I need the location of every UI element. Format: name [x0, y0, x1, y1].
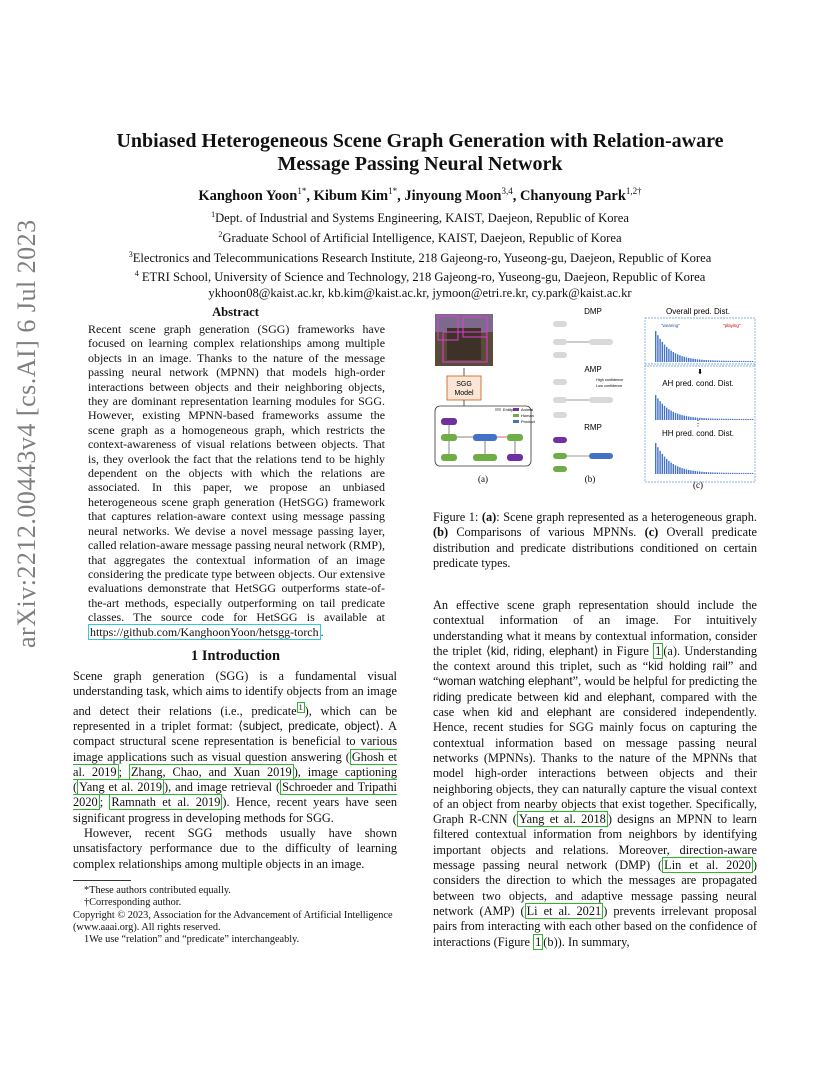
footnotes	[73, 885, 397, 946]
subfigure-b-label: (b)	[584, 474, 596, 484]
amp-label: AMP	[584, 365, 602, 374]
dist-bar	[734, 419, 735, 420]
citation-link[interactable]: Li et al. 2021	[526, 903, 602, 918]
dist-bar	[710, 472, 711, 474]
dist-bar	[734, 361, 735, 362]
author-list: Kanghoon Yoon$^{1*}$, Kibum Kim$^{1*}$, Jinyoung Moon$^{3,4}$, Chanyoung Park$^{1,2\dagger}$	[198, 186, 642, 204]
dist-bar	[659, 451, 660, 474]
ah-dist-bars	[655, 395, 753, 420]
dist-bar	[662, 404, 663, 420]
node	[589, 339, 613, 345]
legend-swatch	[495, 408, 501, 411]
dist-bar	[728, 361, 729, 362]
dist-bar	[723, 419, 724, 420]
dist-bar	[690, 417, 691, 420]
dist-bar	[655, 443, 656, 474]
dist-bar	[743, 473, 744, 474]
dist-bar	[706, 360, 707, 362]
dist-bar	[670, 411, 671, 420]
footnote-corresponding: †Corresponding author.	[84, 897, 182, 909]
dist-bar	[730, 473, 731, 474]
dist-bar	[706, 418, 707, 420]
dist-bar	[730, 419, 731, 420]
dist-bar	[673, 412, 674, 420]
sgg-label: SGG	[456, 381, 472, 388]
node	[553, 453, 567, 459]
dist-bar	[684, 416, 685, 420]
dist-bar	[745, 473, 746, 474]
dist-bar	[670, 463, 671, 474]
title-line-2: Message Passing Neural Network	[277, 153, 563, 175]
wearing-label: "wearing"	[661, 323, 680, 328]
dist-bar	[752, 419, 753, 420]
dist-bar	[681, 356, 682, 362]
dist-bar	[719, 473, 720, 474]
dist-bar	[725, 361, 726, 362]
hh-dist-bars	[655, 443, 753, 474]
overall-dist-bars	[655, 331, 753, 362]
dist-bar	[703, 418, 704, 420]
node	[553, 397, 567, 403]
ellipsis-icon: ⋮	[694, 419, 702, 428]
dist-bar	[695, 471, 696, 474]
dist-bar	[701, 360, 702, 362]
author-emails: ykhoon08@kaist.ac.kr, kb.kim@kaist.ac.kr, jymoon@etri.re.kr, cy.park@kaist.ac.kr	[208, 286, 632, 301]
dist-bar	[747, 473, 748, 474]
dist-bar	[675, 353, 676, 362]
citation-link[interactable]: Schroeder and Tripathi 2020	[73, 780, 397, 810]
dist-bar	[701, 472, 702, 474]
dist-bar	[686, 469, 687, 474]
footnote-rule	[73, 880, 131, 881]
dist-bar	[739, 419, 740, 420]
dist-bar	[741, 361, 742, 362]
dist-bar	[732, 419, 733, 420]
dist-bar	[717, 473, 718, 474]
dmp-label: DMP	[584, 307, 602, 316]
dist-bar	[668, 409, 669, 420]
dist-bar	[752, 473, 753, 474]
figure-1	[433, 302, 758, 490]
node	[589, 397, 613, 403]
dist-bar	[719, 361, 720, 362]
dist-bar	[659, 401, 660, 420]
dist-bar	[712, 472, 713, 474]
legend-animal: Animal	[521, 407, 534, 412]
dist-bar	[692, 359, 693, 362]
dist-bar	[679, 355, 680, 362]
subfigure-a-label: (a)	[478, 474, 488, 484]
node-elephant	[473, 434, 497, 441]
low-confidence-label: Low confidence	[596, 384, 623, 388]
dist-bar	[684, 469, 685, 474]
dist-bar	[739, 361, 740, 362]
section-heading-introduction: 1 Introduction	[191, 648, 280, 664]
citation-link[interactable]: Yang et al. 2019	[79, 780, 163, 795]
dist-bar	[736, 419, 737, 420]
subfigure-c-label: (c)	[693, 480, 703, 490]
node	[553, 379, 567, 385]
node	[553, 352, 567, 358]
dist-bar	[721, 473, 722, 474]
dist-bar	[706, 472, 707, 474]
dist-bar	[659, 339, 660, 362]
footnote-equal-contribution: *These authors contributed equally.	[84, 885, 231, 896]
abstract-text: Recent scene graph generation (SGG) frameworks have focused on learning complex relationships among multiple objects in an image. Thanks to the nature of the message passing neural network (MPNN) that models high-order interactions between objects and their neighboring objects, they are dominant representation learning modules for SGG. However, existing MPNN-based frameworks assume the scene graph as a homogeneous graph, which restricts the context-awareness of visual relations between objects. That is, they overlook the fact that the relations tend to be highly dependent on the objects with which the relations are associated. In this paper, we propose an unbiased heterogeneous scene graph generation (HetSGG) framework that captures relation-aware context using message passing neural networks. We devise a novel message passing layer, called relation-aware message passing neural network (RMP), that aggregates the contextual information of an image considering the predicate type between objects. Our extensive evaluations demonstrate that HetSGG outperforms state-of-the-art methods, especially outperforming on tail predicate classes. The source code for HetSGG is available at	[88, 322, 385, 625]
dist-bar	[730, 361, 731, 362]
dist-bar	[679, 467, 680, 474]
dist-bar	[695, 359, 696, 362]
dist-bar	[723, 473, 724, 474]
legend-swatch	[513, 408, 519, 411]
dist-bar	[719, 419, 720, 420]
footnote-1: 1We use “relation” and “predicate” interchangeably.	[84, 934, 300, 946]
dist-bar	[657, 447, 658, 474]
dist-bar	[679, 414, 680, 420]
dist-bar	[673, 464, 674, 474]
node	[553, 412, 567, 418]
title-line-1: Unbiased Heterogeneous Scene Graph Generation with Relation-aware	[116, 130, 724, 152]
dist-bar	[710, 418, 711, 420]
dist-bar	[745, 361, 746, 362]
dist-bar	[697, 471, 698, 474]
legend-swatch	[513, 414, 519, 417]
dist-bar	[732, 473, 733, 474]
node-man	[441, 454, 457, 461]
rmp-graph	[553, 437, 613, 472]
dmp-graph	[553, 321, 613, 358]
dist-bar	[741, 419, 742, 420]
dist-bar	[712, 360, 713, 362]
figure-1-caption: Figure 1: (a): Scene graph represented as a heterogeneous graph. (b) Comparisons of various MPNNs. (c) Overall predicate distribution and predicate distributions conditioned on certain predicate types.	[433, 510, 757, 570]
dist-bar	[721, 419, 722, 420]
dist-bar	[739, 473, 740, 474]
citation-link[interactable]: Yang et al. 2018	[518, 812, 606, 827]
dist-bar	[712, 419, 713, 420]
citation-link[interactable]: Ghosh et al. 2019	[73, 749, 397, 779]
dist-bar	[681, 415, 682, 420]
node-kid-2	[507, 434, 523, 441]
dist-bar	[666, 408, 667, 420]
dist-bar	[743, 419, 744, 420]
dist-bar	[664, 457, 665, 474]
model-label: Model	[454, 390, 474, 397]
citation-link[interactable]: Zhang, Chao, and Xuan 2019	[130, 764, 292, 779]
dist-bar	[736, 473, 737, 474]
dist-bar	[681, 468, 682, 474]
dist-bar	[697, 359, 698, 362]
introduction-right-column: An effective scene graph representation should include the contextual information of an image. For intuitively understanding what it means by contextual information, consider the triplet ⟨kid, riding, elephant⟩ in Figure 1 (a). Understanding the context around this triplet, such as “kid holding rail” and “woman watching elephant”, would be helpful for predicting the riding predicate between kid and elephant, compared with the case when kid and elephant are considered independently. Hence, recent studies for SGG mainly focus on capturing the contextual information based on message passing neural networks (MPNNs). Thanks to the nature of the MPNNs that model high-order interactions between objects and their neighboring objects, they can naturally capture the visual context of an object from nearby objects that exist together. Specifically, Graph R-CNN ( Yang et al. 2018 ) designs an MPNN to learn filtered contextual information from neighbors by identifying important objects and relations. Moreover, direction-aware message passing neural network (DMP) ( Lin et al. 2020 ) considers the direction to which the messages are propagated between two objects, and adaptive message passing neural network (AMP) ( Li et al. 2021 ) prevents irrelevant proposal pairs from interacting with each other based on the confidence of interactions (Figure 1 (b)). In summary,	[433, 598, 758, 949]
hh-dist-label: HH pred. cond. Dist.	[661, 429, 735, 438]
dist-bar	[714, 419, 715, 420]
affiliations	[70, 207, 770, 302]
dist-bar	[655, 331, 656, 362]
dist-bar	[743, 361, 744, 362]
node-shoe	[441, 418, 457, 425]
intro-paragraph-2: However, recent SGG methods usually have shown unsatisfactory performance due to the difficulty of learning complex relationships among multiple objects in an image.	[73, 826, 397, 871]
overall-dist-label: Overall pred. Dist.	[665, 307, 731, 316]
elephant-shape	[447, 328, 481, 360]
abstract-heading: Abstract	[212, 305, 259, 319]
playing-label: "playing"	[723, 323, 741, 328]
dist-bar	[655, 395, 656, 420]
node	[553, 466, 567, 472]
dist-bar	[750, 361, 751, 362]
dist-bar	[732, 361, 733, 362]
dist-bar	[666, 347, 667, 362]
rmp-label: RMP	[584, 423, 602, 432]
dist-bar	[703, 472, 704, 474]
dist-bar	[686, 416, 687, 420]
dist-bar	[714, 360, 715, 362]
dist-bar	[662, 342, 663, 362]
abstract-body: Recent scene graph generation (SGG) frameworks have focused on learning complex relationships among multiple objects in an image. Thanks to the nature of the message passing neural network (MPNN) that models high-order interactions between objects and their neighboring objects, they are dominant representation learning modules for SGG. However, existing MPNN-based frameworks assume the scene graph as a homogeneous graph, which restricts the context-awareness of visual relations between objects. That is, they overlook the fact that the relations tend to be highly dependent on the objects with which the relations are associated. In this paper, we propose an unbiased heterogeneous scene graph generation (HetSGG) framework that captures relation-aware context using message passing neural networks. We devise a novel message passing layer, called relation-aware message passing neural network (RMP), that aggregates the contextual information of an image considering the predicate type between objects. Our extensive evaluations demonstrate that HetSGG outperforms state-of-the-art methods, especially outperforming on tail predicate classes. The source code for HetSGG is available at https://github.com/KanghoonYoon/hetsgg-torch .	[88, 322, 385, 639]
dist-bar	[710, 360, 711, 362]
node	[589, 453, 613, 459]
dist-bar	[752, 361, 753, 362]
dist-bar	[747, 361, 748, 362]
dist-bar	[675, 465, 676, 474]
dist-bar	[664, 406, 665, 420]
dist-bar	[673, 352, 674, 362]
dist-bar	[728, 419, 729, 420]
legend-human: Human	[521, 413, 534, 418]
affiliation-1: $^1$Dept. of Industrial and Systems Engineering, KAIST, Daejeon, Republic of Korea	[211, 210, 629, 226]
dist-bar	[688, 417, 689, 420]
code-link[interactable]: https://github.com/KanghoonYoon/hetsgg-torch	[90, 624, 319, 639]
introduction-left-column	[73, 669, 397, 872]
arxiv-sidebar-stamp: arXiv:2212.00443v4 [cs.AI] 6 Jul 2023	[12, 219, 41, 648]
dist-bar	[717, 361, 718, 362]
citation-link[interactable]: Lin et al. 2020	[664, 858, 751, 873]
node-woman	[473, 454, 497, 461]
dist-bar	[666, 459, 667, 474]
dist-bar	[725, 419, 726, 420]
ah-dist-label: AH pred. cond. Dist.	[662, 379, 734, 388]
dist-bar	[750, 419, 751, 420]
dist-bar	[690, 470, 691, 474]
dist-bar	[686, 357, 687, 362]
dist-bar	[690, 358, 691, 362]
dist-bar	[721, 361, 722, 362]
dist-bar	[745, 419, 746, 420]
down-arrow-icon: ⬇	[697, 368, 703, 376]
dist-bar	[668, 461, 669, 474]
affiliation-3: $^3$Electronics and Telecommunications Research Institute, 218 Gajeong-ro, Yuseong-gu, Daejeon, Republic of Korea	[128, 249, 712, 265]
dist-bar	[708, 360, 709, 362]
legend-swatch	[513, 420, 519, 423]
dist-bar	[677, 414, 678, 420]
paper-title	[90, 130, 750, 176]
citation-link[interactable]: Ramnath et al. 2019	[111, 795, 221, 810]
node	[553, 437, 567, 443]
dist-bar	[684, 357, 685, 362]
dist-bar	[747, 419, 748, 420]
dist-bar	[670, 351, 671, 362]
dist-bar	[714, 472, 715, 474]
dist-bar	[657, 398, 658, 420]
node	[553, 339, 567, 345]
affiliation-4: $^4$ ETRI School, University of Science and Technology, 218 Gajeong-ro, Yuseong-gu, Daejeon, Republic of Korea	[134, 269, 706, 285]
high-confidence-label: High confidence	[596, 378, 624, 382]
dist-bar	[699, 472, 700, 474]
dist-bar	[736, 361, 737, 362]
dist-bar	[741, 473, 742, 474]
dist-bar	[668, 349, 669, 362]
dist-bar	[717, 419, 718, 420]
dist-bar	[675, 413, 676, 420]
dist-bar	[703, 360, 704, 362]
dist-bar	[677, 354, 678, 362]
node	[553, 321, 567, 327]
node-rail	[507, 454, 523, 461]
intro-paragraph-1: Scene graph generation (SGG) is a fundamental visual understanding task, which aims to identify objects from an image and detect their relations (i.e., predicate $^1$ ), which can be represented in a triplet format: ⟨subject, predicate, object⟩. A compact structural scene representation is beneficial to various image applications such as visual question answering ( Ghosh et al. 2019 ; Zhang, Chao, and Xuan 2019 ), image captioning ( Yang et al. 2019 ), and image retrieval ( Schroeder and Tripathi 2020 ; Ramnath et al. 2019 ). Hence, recent years have seen significant progress in developing methods for SGG.	[73, 669, 398, 825]
legend-product: Product	[521, 419, 535, 424]
node-kid	[441, 434, 457, 441]
dist-bar	[688, 470, 689, 474]
dist-bar	[677, 466, 678, 474]
legend-entity: Entity	[503, 407, 514, 412]
dist-bar	[688, 358, 689, 362]
dist-bar	[723, 361, 724, 362]
dist-bar	[728, 473, 729, 474]
dist-bar	[662, 454, 663, 474]
copyright-notice: Copyright © 2023, Association for the Advancement of Artificial Intelligence (www.aaai.org). All rights reserved.	[73, 909, 393, 933]
dist-bar	[692, 471, 693, 474]
dist-bar	[699, 360, 700, 362]
dist-bar	[664, 345, 665, 362]
dist-bar	[750, 473, 751, 474]
dist-bar	[657, 335, 658, 362]
amp-graph	[553, 378, 623, 418]
dist-bar	[708, 472, 709, 474]
dist-bar	[708, 418, 709, 420]
dist-bar	[734, 473, 735, 474]
affiliation-2: $^2$Graduate School of Artificial Intelligence, KAIST, Daejeon, Republic of Korea	[218, 229, 622, 245]
dist-bar	[725, 473, 726, 474]
